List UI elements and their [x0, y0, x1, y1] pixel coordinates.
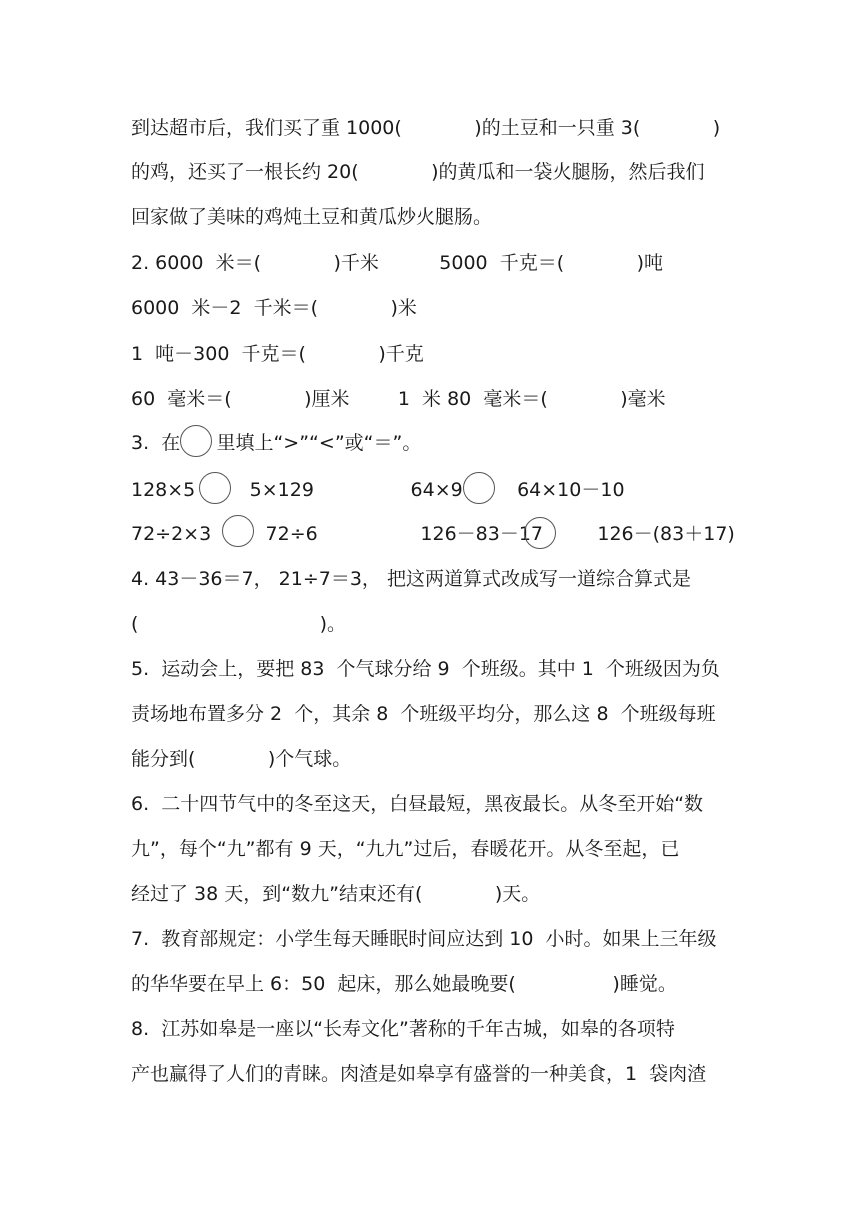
question-2-line-4: 60 毫米＝( )厘米 1 米 80 毫米＝( )毫米: [131, 388, 666, 410]
question-4-line-1: 4. 43－36＝7， 21÷7＝3， 把这两道算式改成写一道综合算式是: [131, 568, 691, 590]
question-6-line-2: 九”，每个“九”都有 9 天，“九九”过后，春暖花开。从冬至起，已: [131, 838, 680, 860]
question-3-row-2: 72÷2×3 72÷6 126－83－17 126－(83＋17): [131, 523, 735, 545]
question-6-line-3: 经过了 38 天，到“数九”结束还有( )天。: [131, 883, 541, 905]
question-5-line-3: 能分到( )个气球。: [131, 748, 352, 770]
compare-circle-1[interactable]: [199, 472, 231, 504]
compare-circle-3[interactable]: [222, 515, 254, 547]
text-line-3: 回家做了美味的鸡炖土豆和黄瓜炒火腿肠。: [131, 206, 493, 228]
question-7-line-1: 7. 教育部规定：小学生每天睡眠时间应达到 10 小时。如果上三年级: [131, 928, 717, 950]
question-5-line-1: 5. 运动会上，要把 83 个气球分给 9 个班级。其中 1 个班级因为负: [131, 658, 720, 680]
compare-circle-example[interactable]: [180, 425, 212, 457]
question-7-line-2: 的华华要在早上 6：50 起床，那么她最晚要( )睡觉。: [131, 973, 677, 995]
question-8-line-2: 产也赢得了人们的青睐。肉渣是如皋享有盛誉的一种美食，1 袋肉渣: [131, 1063, 707, 1085]
question-2-line-3: 1 吨－300 千克＝( )千克: [131, 343, 424, 365]
compare-circle-4[interactable]: [524, 517, 556, 549]
question-5-line-2: 责场地布置多分 2 个，其余 8 个班级平均分，那么这 8 个班级每班: [131, 703, 716, 725]
question-4-line-2: ( )。: [131, 613, 347, 635]
question-3-title: 3. 在 里填上“>”“<”或“＝”。: [131, 432, 422, 454]
text-line-1: 到达超市后，我们买了重 1000( )的土豆和一只重 3( ): [131, 117, 721, 139]
question-8-line-1: 8. 江苏如皋是一座以“长寿文化”著称的千年古城，如皋的各项特: [131, 1018, 675, 1040]
compare-circle-2[interactable]: [463, 472, 495, 504]
question-2-line-1: 2. 6000 米＝( )千米 5000 千克＝( )吨: [131, 252, 664, 274]
question-3-row-1: 128×5 5×129 64×9 64×10－10: [131, 479, 625, 501]
question-6-line-1: 6. 二十四节气中的冬至这天，白昼最短，黑夜最长。从冬至开始“数: [131, 793, 704, 815]
text-line-2: 的鸡，还买了一根长约 20( )的黄瓜和一袋火腿肠，然后我们: [131, 161, 705, 183]
question-2-line-2: 6000 米－2 千米＝( )米: [131, 297, 417, 319]
